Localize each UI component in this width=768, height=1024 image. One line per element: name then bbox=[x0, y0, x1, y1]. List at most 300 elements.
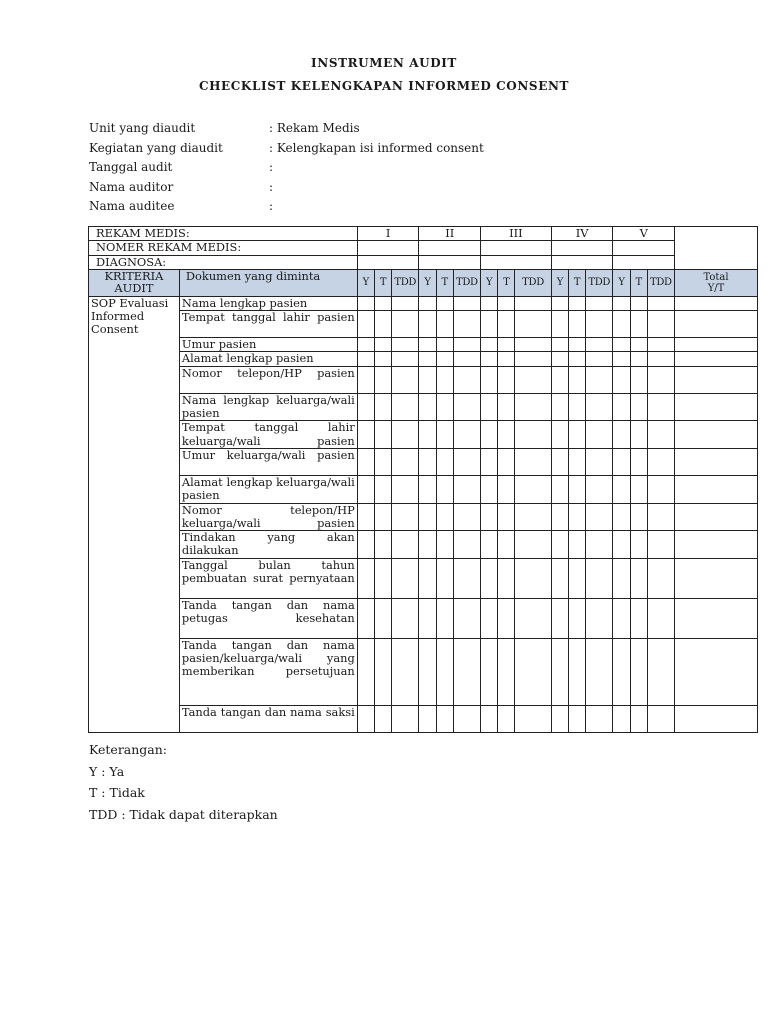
check-cell[interactable] bbox=[419, 296, 436, 310]
check-cell[interactable] bbox=[453, 503, 480, 531]
info-row-auditor bbox=[89, 180, 484, 200]
check-cell[interactable] bbox=[613, 421, 630, 449]
check-cell[interactable] bbox=[647, 448, 674, 475]
check-cell[interactable] bbox=[419, 558, 436, 598]
check-cell[interactable] bbox=[374, 448, 391, 475]
check-cell[interactable] bbox=[374, 503, 391, 531]
check-cell[interactable] bbox=[436, 352, 453, 366]
sample-number: III bbox=[481, 227, 552, 241]
check-cell[interactable] bbox=[481, 366, 498, 393]
check-cell[interactable] bbox=[419, 393, 436, 421]
check-cell[interactable] bbox=[515, 475, 551, 503]
check-cell[interactable] bbox=[357, 352, 374, 366]
check-cell[interactable] bbox=[498, 448, 515, 475]
check-cell[interactable] bbox=[374, 705, 391, 732]
check-cell[interactable] bbox=[515, 448, 551, 475]
check-cell[interactable] bbox=[647, 705, 674, 732]
total-cell[interactable] bbox=[675, 503, 758, 531]
check-cell[interactable] bbox=[647, 296, 674, 310]
check-cell[interactable] bbox=[647, 421, 674, 449]
check-cell[interactable] bbox=[568, 448, 585, 475]
check-cell[interactable] bbox=[357, 475, 374, 503]
check-cell[interactable] bbox=[392, 503, 419, 531]
check-cell[interactable] bbox=[568, 638, 585, 705]
checklist-item: Alamat lengkap keluarga/wali pasien bbox=[179, 475, 357, 503]
check-cell[interactable] bbox=[613, 338, 630, 352]
diagnosa-cell[interactable] bbox=[551, 255, 613, 269]
check-cell[interactable] bbox=[481, 352, 498, 366]
check-cell[interactable] bbox=[392, 311, 419, 338]
check-cell[interactable] bbox=[568, 393, 585, 421]
total-cell[interactable] bbox=[675, 338, 758, 352]
check-cell[interactable] bbox=[453, 421, 480, 449]
check-cell[interactable] bbox=[647, 352, 674, 366]
check-cell[interactable] bbox=[630, 393, 647, 421]
check-cell[interactable] bbox=[586, 352, 613, 366]
nomer-cell[interactable] bbox=[357, 241, 419, 255]
check-cell[interactable] bbox=[392, 338, 419, 352]
checklist-row bbox=[89, 705, 758, 732]
check-cell[interactable] bbox=[453, 475, 480, 503]
check-cell[interactable] bbox=[374, 393, 391, 421]
diagnosa-cell[interactable] bbox=[357, 255, 419, 269]
check-cell[interactable] bbox=[647, 338, 674, 352]
check-cell[interactable] bbox=[481, 558, 498, 598]
check-cell[interactable] bbox=[498, 366, 515, 393]
check-cell[interactable] bbox=[630, 296, 647, 310]
check-cell[interactable] bbox=[481, 296, 498, 310]
note-line: Y : Ya bbox=[89, 763, 125, 779]
check-cell[interactable] bbox=[453, 638, 480, 705]
checklist-item: Nomor telepon/HP pasien bbox=[179, 366, 357, 393]
check-cell[interactable] bbox=[630, 366, 647, 393]
total-cell[interactable] bbox=[675, 558, 758, 598]
check-cell[interactable] bbox=[481, 311, 498, 338]
check-cell[interactable] bbox=[419, 598, 436, 638]
check-cell[interactable] bbox=[630, 421, 647, 449]
check-cell[interactable] bbox=[551, 352, 568, 366]
check-cell[interactable] bbox=[392, 531, 419, 559]
check-cell[interactable] bbox=[551, 338, 568, 352]
legend-notes bbox=[89, 742, 278, 828]
check-cell[interactable] bbox=[481, 531, 498, 559]
check-cell[interactable] bbox=[515, 352, 551, 366]
check-cell[interactable] bbox=[374, 366, 391, 393]
check-cell[interactable] bbox=[392, 366, 419, 393]
check-cell[interactable] bbox=[357, 503, 374, 531]
y-header: Y bbox=[357, 269, 374, 296]
checklist-item: Umur pasien bbox=[179, 338, 357, 352]
check-cell[interactable] bbox=[515, 296, 551, 310]
checklist-item: Tempat tanggal lahir pasien bbox=[179, 311, 357, 338]
check-cell[interactable] bbox=[568, 311, 585, 338]
table-header-row bbox=[89, 269, 758, 296]
check-cell[interactable] bbox=[551, 638, 568, 705]
check-cell[interactable] bbox=[568, 352, 585, 366]
check-cell[interactable] bbox=[551, 296, 568, 310]
total-cell[interactable] bbox=[675, 475, 758, 503]
check-cell[interactable] bbox=[374, 638, 391, 705]
check-cell[interactable] bbox=[419, 352, 436, 366]
check-cell[interactable] bbox=[498, 558, 515, 598]
check-cell[interactable] bbox=[357, 448, 374, 475]
checklist-row bbox=[89, 503, 758, 531]
check-cell[interactable] bbox=[515, 338, 551, 352]
info-row-auditee bbox=[89, 199, 484, 219]
checklist-item: Nama lengkap keluarga/wali pasien bbox=[179, 393, 357, 421]
check-cell[interactable] bbox=[613, 393, 630, 421]
check-cell[interactable] bbox=[630, 558, 647, 598]
check-cell[interactable] bbox=[515, 393, 551, 421]
check-cell[interactable] bbox=[647, 598, 674, 638]
check-cell[interactable] bbox=[647, 393, 674, 421]
info-label: Tanggal audit bbox=[89, 160, 173, 174]
check-cell[interactable] bbox=[551, 448, 568, 475]
check-cell[interactable] bbox=[613, 503, 630, 531]
info-label: Nama auditor bbox=[89, 179, 174, 194]
check-cell[interactable] bbox=[568, 705, 585, 732]
check-cell[interactable] bbox=[453, 338, 480, 352]
t-header: T bbox=[436, 269, 453, 296]
check-cell[interactable] bbox=[481, 421, 498, 449]
check-cell[interactable] bbox=[586, 421, 613, 449]
check-cell[interactable] bbox=[436, 393, 453, 421]
check-cell[interactable] bbox=[392, 448, 419, 475]
check-cell[interactable] bbox=[613, 598, 630, 638]
check-cell[interactable] bbox=[374, 296, 391, 310]
check-cell[interactable] bbox=[392, 475, 419, 503]
document-title: INSTRUMEN AUDIT bbox=[311, 56, 457, 70]
check-cell[interactable] bbox=[357, 558, 374, 598]
check-cell[interactable] bbox=[392, 598, 419, 638]
info-value bbox=[269, 180, 273, 200]
check-cell[interactable] bbox=[436, 366, 453, 393]
checklist-row bbox=[89, 638, 758, 705]
check-cell[interactable] bbox=[551, 705, 568, 732]
total-blank-cell bbox=[675, 227, 758, 270]
check-cell[interactable] bbox=[498, 296, 515, 310]
check-cell[interactable] bbox=[357, 705, 374, 732]
total-cell[interactable] bbox=[675, 311, 758, 338]
check-cell[interactable] bbox=[630, 503, 647, 531]
check-cell[interactable] bbox=[374, 421, 391, 449]
check-cell[interactable] bbox=[436, 475, 453, 503]
check-cell[interactable] bbox=[630, 338, 647, 352]
check-cell[interactable] bbox=[568, 421, 585, 449]
check-cell[interactable] bbox=[647, 558, 674, 598]
nomer-cell[interactable] bbox=[551, 241, 613, 255]
nomer-rekam-medis-label: NOMER REKAM MEDIS: bbox=[89, 241, 358, 255]
check-cell[interactable] bbox=[586, 296, 613, 310]
check-cell[interactable] bbox=[551, 503, 568, 531]
check-cell[interactable] bbox=[374, 598, 391, 638]
check-cell[interactable] bbox=[357, 638, 374, 705]
check-cell[interactable] bbox=[374, 531, 391, 559]
check-cell[interactable] bbox=[647, 503, 674, 531]
check-cell[interactable] bbox=[481, 448, 498, 475]
check-cell[interactable] bbox=[568, 558, 585, 598]
total-header-line1: Total bbox=[703, 271, 729, 283]
check-cell[interactable] bbox=[419, 366, 436, 393]
total-cell[interactable] bbox=[675, 352, 758, 366]
check-cell[interactable] bbox=[498, 393, 515, 421]
total-cell[interactable] bbox=[675, 531, 758, 559]
check-cell[interactable] bbox=[586, 475, 613, 503]
check-cell[interactable] bbox=[515, 366, 551, 393]
check-cell[interactable] bbox=[357, 366, 374, 393]
checklist-item: Nama lengkap pasien bbox=[179, 296, 357, 310]
check-cell[interactable] bbox=[436, 311, 453, 338]
check-cell[interactable] bbox=[453, 448, 480, 475]
check-cell[interactable] bbox=[436, 448, 453, 475]
total-cell[interactable] bbox=[675, 705, 758, 732]
check-cell[interactable] bbox=[419, 531, 436, 559]
checklist-row bbox=[89, 393, 758, 421]
check-cell[interactable] bbox=[436, 705, 453, 732]
check-cell[interactable] bbox=[613, 531, 630, 559]
info-row-kegiatan bbox=[89, 141, 484, 161]
diagnosa-cell[interactable] bbox=[419, 255, 481, 269]
check-cell[interactable] bbox=[551, 366, 568, 393]
checklist-row bbox=[89, 475, 758, 503]
check-cell[interactable] bbox=[630, 638, 647, 705]
checklist-item: Nomor telepon/HP keluarga/wali pasien bbox=[179, 503, 357, 531]
check-cell[interactable] bbox=[568, 598, 585, 638]
check-cell[interactable] bbox=[498, 475, 515, 503]
check-cell[interactable] bbox=[453, 393, 480, 421]
check-cell[interactable] bbox=[586, 705, 613, 732]
total-cell[interactable] bbox=[675, 421, 758, 449]
dokumen-header: Dokumen yang diminta bbox=[179, 269, 357, 296]
check-cell[interactable] bbox=[551, 531, 568, 559]
check-cell[interactable] bbox=[515, 531, 551, 559]
check-cell[interactable] bbox=[357, 296, 374, 310]
check-cell[interactable] bbox=[515, 705, 551, 732]
nomer-cell[interactable] bbox=[481, 241, 552, 255]
check-cell[interactable] bbox=[453, 366, 480, 393]
check-cell[interactable] bbox=[515, 503, 551, 531]
t-header: T bbox=[568, 269, 585, 296]
check-cell[interactable] bbox=[647, 638, 674, 705]
check-cell[interactable] bbox=[453, 705, 480, 732]
checklist-item: Umur keluarga/wali pasien bbox=[179, 448, 357, 475]
tdd-header: TDD bbox=[647, 269, 674, 296]
check-cell[interactable] bbox=[419, 705, 436, 732]
info-row-unit bbox=[89, 121, 484, 141]
check-cell[interactable] bbox=[374, 311, 391, 338]
check-cell[interactable] bbox=[613, 475, 630, 503]
check-cell[interactable] bbox=[419, 311, 436, 338]
check-cell[interactable] bbox=[374, 352, 391, 366]
check-cell[interactable] bbox=[436, 421, 453, 449]
check-cell[interactable] bbox=[498, 638, 515, 705]
check-cell[interactable] bbox=[392, 638, 419, 705]
check-cell[interactable] bbox=[481, 338, 498, 352]
check-cell[interactable] bbox=[392, 296, 419, 310]
check-cell[interactable] bbox=[647, 475, 674, 503]
check-cell[interactable] bbox=[419, 503, 436, 531]
check-cell[interactable] bbox=[419, 421, 436, 449]
kriteria-audit-header: KRITERIA AUDIT bbox=[89, 269, 180, 296]
check-cell[interactable] bbox=[498, 338, 515, 352]
check-cell[interactable] bbox=[586, 366, 613, 393]
check-cell[interactable] bbox=[630, 598, 647, 638]
check-cell[interactable] bbox=[586, 503, 613, 531]
kriteria-sop-cell: SOP Evaluasi Informed Consent bbox=[89, 296, 180, 732]
total-cell[interactable] bbox=[675, 366, 758, 393]
check-cell[interactable] bbox=[586, 311, 613, 338]
check-cell[interactable] bbox=[392, 393, 419, 421]
check-cell[interactable] bbox=[436, 598, 453, 638]
check-cell[interactable] bbox=[613, 448, 630, 475]
check-cell[interactable] bbox=[568, 475, 585, 503]
checklist-item: Tempat tanggal lahir keluarga/wali pasien bbox=[179, 421, 357, 449]
check-cell[interactable] bbox=[453, 598, 480, 638]
check-cell[interactable] bbox=[586, 638, 613, 705]
check-cell[interactable] bbox=[419, 475, 436, 503]
check-cell[interactable] bbox=[436, 531, 453, 559]
check-cell[interactable] bbox=[436, 558, 453, 598]
check-cell[interactable] bbox=[498, 311, 515, 338]
nomer-cell[interactable] bbox=[613, 241, 675, 255]
check-cell[interactable] bbox=[419, 338, 436, 352]
check-cell[interactable] bbox=[392, 352, 419, 366]
check-cell[interactable] bbox=[436, 338, 453, 352]
t-header: T bbox=[630, 269, 647, 296]
check-cell[interactable] bbox=[357, 421, 374, 449]
check-cell[interactable] bbox=[419, 638, 436, 705]
check-cell[interactable] bbox=[568, 366, 585, 393]
audit-info bbox=[89, 121, 484, 219]
t-header: T bbox=[374, 269, 391, 296]
check-cell[interactable] bbox=[453, 352, 480, 366]
check-cell[interactable] bbox=[586, 531, 613, 559]
check-cell[interactable] bbox=[630, 352, 647, 366]
check-cell[interactable] bbox=[647, 366, 674, 393]
check-cell[interactable] bbox=[481, 598, 498, 638]
check-cell[interactable] bbox=[613, 311, 630, 338]
check-cell[interactable] bbox=[568, 338, 585, 352]
check-cell[interactable] bbox=[392, 421, 419, 449]
check-cell[interactable] bbox=[453, 531, 480, 559]
check-cell[interactable] bbox=[630, 705, 647, 732]
check-cell[interactable] bbox=[357, 598, 374, 638]
check-cell[interactable] bbox=[374, 338, 391, 352]
check-cell[interactable] bbox=[419, 448, 436, 475]
check-cell[interactable] bbox=[453, 558, 480, 598]
check-cell[interactable] bbox=[613, 705, 630, 732]
check-cell[interactable] bbox=[498, 352, 515, 366]
sample-number: V bbox=[613, 227, 675, 241]
sample-number: II bbox=[419, 227, 481, 241]
check-cell[interactable] bbox=[568, 296, 585, 310]
diagnosa-row bbox=[89, 255, 758, 269]
total-cell[interactable] bbox=[675, 638, 758, 705]
check-cell[interactable] bbox=[613, 366, 630, 393]
check-cell[interactable] bbox=[515, 421, 551, 449]
check-cell[interactable] bbox=[515, 558, 551, 598]
check-cell[interactable] bbox=[392, 705, 419, 732]
check-cell[interactable] bbox=[613, 352, 630, 366]
check-cell[interactable] bbox=[515, 311, 551, 338]
notes-heading: Keterangan: bbox=[89, 742, 168, 757]
check-cell[interactable] bbox=[568, 531, 585, 559]
diagnosa-cell[interactable] bbox=[481, 255, 552, 269]
check-cell[interactable] bbox=[392, 558, 419, 598]
checklist-row bbox=[89, 421, 758, 449]
check-cell[interactable] bbox=[647, 531, 674, 559]
diagnosa-cell[interactable] bbox=[613, 255, 675, 269]
t-header: T bbox=[498, 269, 515, 296]
check-cell[interactable] bbox=[481, 638, 498, 705]
check-cell[interactable] bbox=[586, 338, 613, 352]
check-cell[interactable] bbox=[374, 475, 391, 503]
check-cell[interactable] bbox=[498, 421, 515, 449]
check-cell[interactable] bbox=[436, 296, 453, 310]
check-cell[interactable] bbox=[630, 475, 647, 503]
total-cell[interactable] bbox=[675, 598, 758, 638]
check-cell[interactable] bbox=[613, 296, 630, 310]
total-cell[interactable] bbox=[675, 296, 758, 310]
check-cell[interactable] bbox=[551, 393, 568, 421]
check-cell[interactable] bbox=[357, 311, 374, 338]
checklist-row bbox=[89, 366, 758, 393]
check-cell[interactable] bbox=[498, 598, 515, 638]
check-cell[interactable] bbox=[613, 558, 630, 598]
check-cell[interactable] bbox=[613, 638, 630, 705]
check-cell[interactable] bbox=[586, 598, 613, 638]
check-cell[interactable] bbox=[498, 531, 515, 559]
check-cell[interactable] bbox=[586, 448, 613, 475]
check-cell[interactable] bbox=[515, 598, 551, 638]
diagnosa-label: DIAGNOSA: bbox=[89, 255, 358, 269]
check-cell[interactable] bbox=[586, 393, 613, 421]
nomer-cell[interactable] bbox=[419, 241, 481, 255]
check-cell[interactable] bbox=[481, 503, 498, 531]
check-cell[interactable] bbox=[481, 705, 498, 732]
check-cell[interactable] bbox=[436, 638, 453, 705]
total-cell[interactable] bbox=[675, 448, 758, 475]
check-cell[interactable] bbox=[481, 475, 498, 503]
check-cell[interactable] bbox=[357, 531, 374, 559]
check-cell[interactable] bbox=[515, 638, 551, 705]
check-cell[interactable] bbox=[630, 531, 647, 559]
check-cell[interactable] bbox=[568, 503, 585, 531]
check-cell[interactable] bbox=[498, 503, 515, 531]
check-cell[interactable] bbox=[630, 448, 647, 475]
check-cell[interactable] bbox=[481, 393, 498, 421]
check-cell[interactable] bbox=[551, 598, 568, 638]
checklist-item: Tanda tangan dan nama pasien/keluarga/wali yang memberikan persetujuan bbox=[179, 638, 357, 705]
check-cell[interactable] bbox=[357, 393, 374, 421]
check-cell[interactable] bbox=[551, 475, 568, 503]
check-cell[interactable] bbox=[551, 558, 568, 598]
check-cell[interactable] bbox=[498, 705, 515, 732]
check-cell[interactable] bbox=[453, 296, 480, 310]
check-cell[interactable] bbox=[357, 338, 374, 352]
check-cell[interactable] bbox=[374, 558, 391, 598]
check-cell[interactable] bbox=[436, 503, 453, 531]
total-cell[interactable] bbox=[675, 393, 758, 421]
sample-number: I bbox=[357, 227, 419, 241]
tdd-header: TDD bbox=[453, 269, 480, 296]
check-cell[interactable] bbox=[586, 558, 613, 598]
check-cell[interactable] bbox=[453, 311, 480, 338]
check-cell[interactable] bbox=[551, 311, 568, 338]
check-cell[interactable] bbox=[647, 311, 674, 338]
check-cell[interactable] bbox=[630, 311, 647, 338]
check-cell[interactable] bbox=[551, 421, 568, 449]
